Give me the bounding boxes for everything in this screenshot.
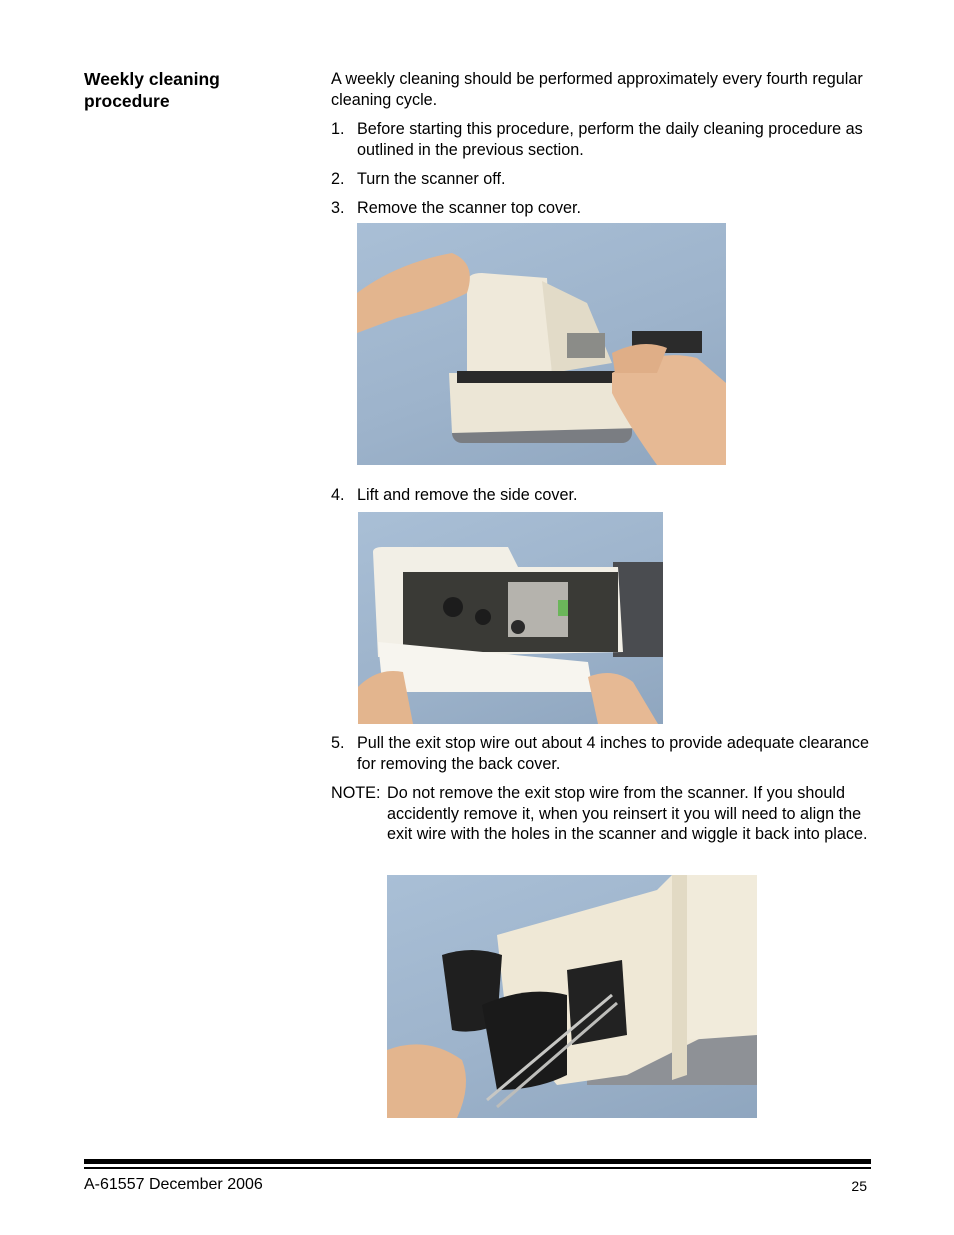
step-3 — [331, 198, 876, 219]
footer-rule — [84, 1159, 871, 1164]
step-2 — [331, 169, 876, 190]
step-text: Turn the scanner off. — [357, 170, 506, 188]
step-text: Before starting this procedure, perform the daily cleaning procedure as outlined in the previous section. — [357, 120, 863, 159]
step-5 — [331, 733, 876, 774]
step-number: 4. — [331, 486, 345, 504]
note-label: NOTE: — [331, 784, 381, 802]
intro-paragraph: A weekly cleaning should be performed approximately every fourth regular cleaning cycle. — [331, 70, 863, 109]
step-text: Pull the exit stop wire out about 4 inches to provide adequate clearance for removing the back cover. — [357, 734, 870, 773]
step-number: 2. — [331, 170, 345, 188]
step-1 — [331, 119, 876, 160]
side-cover-photo — [358, 512, 663, 724]
exit-wire-photo — [387, 875, 757, 1118]
step-number: 1. — [331, 120, 345, 138]
note-text: Do not remove the exit stop wire from the scanner. If you should accidently remove it, when you reinsert it you will need to align the exit wire with the holes in the scanner and wiggle it back into place. — [387, 784, 868, 843]
top-cover-photo — [357, 223, 726, 465]
note-block — [331, 783, 876, 845]
step-4 — [331, 485, 876, 506]
section-heading: Weekly cleaning procedure — [84, 69, 220, 111]
footer-doc-id: A-61557 December 2006 — [84, 1176, 263, 1193]
step-number: 3. — [331, 199, 345, 217]
step-text: Remove the scanner top cover. — [357, 199, 582, 217]
step-text: Lift and remove the side cover. — [357, 486, 578, 504]
footer-rule-thin — [84, 1167, 871, 1169]
step-number: 5. — [331, 734, 345, 752]
page-number: 25 — [851, 1178, 867, 1194]
